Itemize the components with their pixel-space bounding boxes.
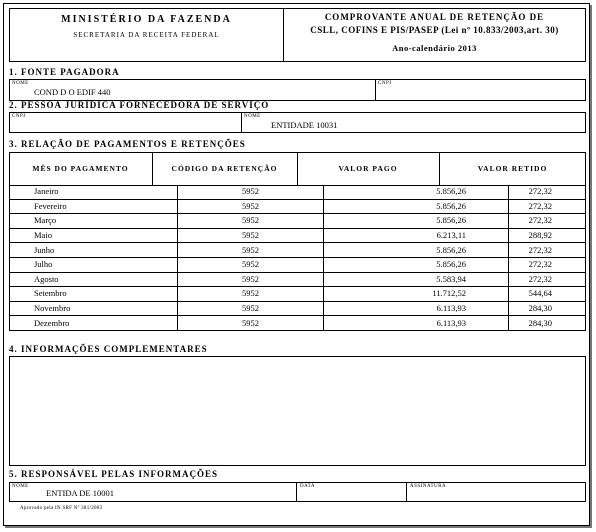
withheld-value-cell: 272,32	[509, 257, 586, 272]
responsible-name-label: NOME	[12, 484, 29, 489]
month-cell: Janeiro	[10, 185, 178, 199]
section-1-title: 1. FONTE PAGADORA	[9, 67, 120, 77]
provider-name-label: NOME	[244, 114, 261, 119]
paid-value-cell: 5.856,26	[324, 199, 509, 214]
table-row	[10, 243, 586, 258]
month-cell: Maio	[10, 228, 178, 243]
code-cell: 5952	[178, 214, 324, 229]
code-cell: 5952	[178, 243, 324, 258]
withheld-value-cell: 284,30	[509, 301, 586, 316]
payer-cnpj-label: CNPJ	[378, 81, 392, 86]
section-3-title: 3. RELAÇÃO DE PAGAMENTOS E RETENÇÕES	[9, 139, 246, 149]
month-cell: Fevereiro	[10, 199, 178, 214]
document-title-line-1: COMPROVANTE ANUAL DE RETENÇÃO DE	[324, 12, 545, 22]
signature-label: ASSINATURA	[410, 484, 447, 489]
paid-value-cell: 6.113,93	[324, 301, 509, 316]
code-cell: 5952	[178, 199, 324, 214]
calendar-year: Ano-calendário 2013	[392, 43, 477, 53]
paid-value-cell: 11.712,52	[324, 287, 509, 302]
column-header-code: CÓDIGO DA RETENÇÃO	[171, 164, 278, 173]
column-header-month: MÊS DO PAGAMENTO	[32, 164, 129, 173]
code-cell: 5952	[178, 316, 324, 331]
code-cell: 5952	[178, 257, 324, 272]
payer-cnpj-field	[375, 79, 586, 101]
table-row	[10, 257, 586, 272]
responsible-name-value: ENTIDA DE 10001	[46, 488, 114, 498]
code-cell: 5952	[178, 228, 324, 243]
column-header-withheld: VALOR RETIDO	[477, 164, 548, 173]
table-row	[10, 301, 586, 316]
withheld-value-cell: 272,32	[509, 243, 586, 258]
paid-value-cell: 6.213,11	[324, 228, 509, 243]
provider-name-value: ENTIDADE 10031	[271, 120, 338, 130]
code-cell: 5952	[178, 301, 324, 316]
provider-cnpj-field	[9, 112, 242, 133]
section-2-title: 2. PESSOA JURÍDICA FORNECEDORA DE SERVIÇO	[9, 100, 270, 110]
approval-note: Aprovado pela IN SRF Nº 381/2003	[20, 506, 103, 511]
month-cell: Dezembro	[10, 316, 178, 331]
code-cell: 5952	[178, 272, 324, 287]
withheld-value-cell: 272,32	[509, 272, 586, 287]
withheld-value-cell: 272,32	[509, 185, 586, 199]
paid-value-cell: 5.583,94	[324, 272, 509, 287]
withheld-value-cell: 288,92	[509, 228, 586, 243]
withheld-value-cell: 544,64	[509, 287, 586, 302]
table-row	[10, 199, 586, 214]
ministry-title: MINISTÉRIO DA FAZENDA	[61, 14, 232, 25]
month-cell: Julho	[10, 257, 178, 272]
table-row	[10, 272, 586, 287]
table-row	[10, 185, 586, 199]
complementary-info-box	[9, 356, 586, 466]
payer-name-label: NOME	[12, 81, 29, 86]
withheld-value-cell: 272,32	[509, 214, 586, 229]
withheld-value-cell: 272,32	[509, 199, 586, 214]
payer-name-value: COND D O EDIF 440	[34, 87, 111, 97]
paid-value-cell: 5.856,26	[324, 257, 509, 272]
payments-table	[9, 185, 586, 331]
code-cell: 5952	[178, 185, 324, 199]
month-cell: Setembro	[10, 287, 178, 302]
provider-cnpj-label: CNPJ	[12, 114, 26, 119]
table-row	[10, 228, 586, 243]
paid-value-cell: 6.113,93	[324, 316, 509, 331]
withheld-value-cell: 284,30	[509, 316, 586, 331]
date-label: DATA	[300, 484, 315, 489]
code-cell: 5952	[178, 287, 324, 302]
document-title-line-2: CSLL, COFINS E PIS/PASEP (Lei nº 10.833/2003,art. 30)	[310, 25, 559, 35]
month-cell: Março	[10, 214, 178, 229]
column-header-paid: VALOR PAGO	[338, 164, 398, 173]
section-5-title: 5. RESPONSÁVEL PELAS INFORMAÇÕES	[9, 469, 219, 479]
table-row	[10, 287, 586, 302]
month-cell: Novembro	[10, 301, 178, 316]
month-cell: Junho	[10, 243, 178, 258]
table-row	[10, 316, 586, 331]
table-row	[10, 214, 586, 229]
paid-value-cell: 5.856,26	[324, 243, 509, 258]
month-cell: Agosto	[10, 272, 178, 287]
paid-value-cell: 5.856,26	[324, 214, 509, 229]
paid-value-cell: 5.856,26	[324, 185, 509, 199]
section-4-title: 4. INFORMAÇÕES COMPLEMENTARES	[9, 344, 208, 354]
secretariat-title: SECRETARIA DA RECEITA FEDERAL	[73, 31, 220, 39]
